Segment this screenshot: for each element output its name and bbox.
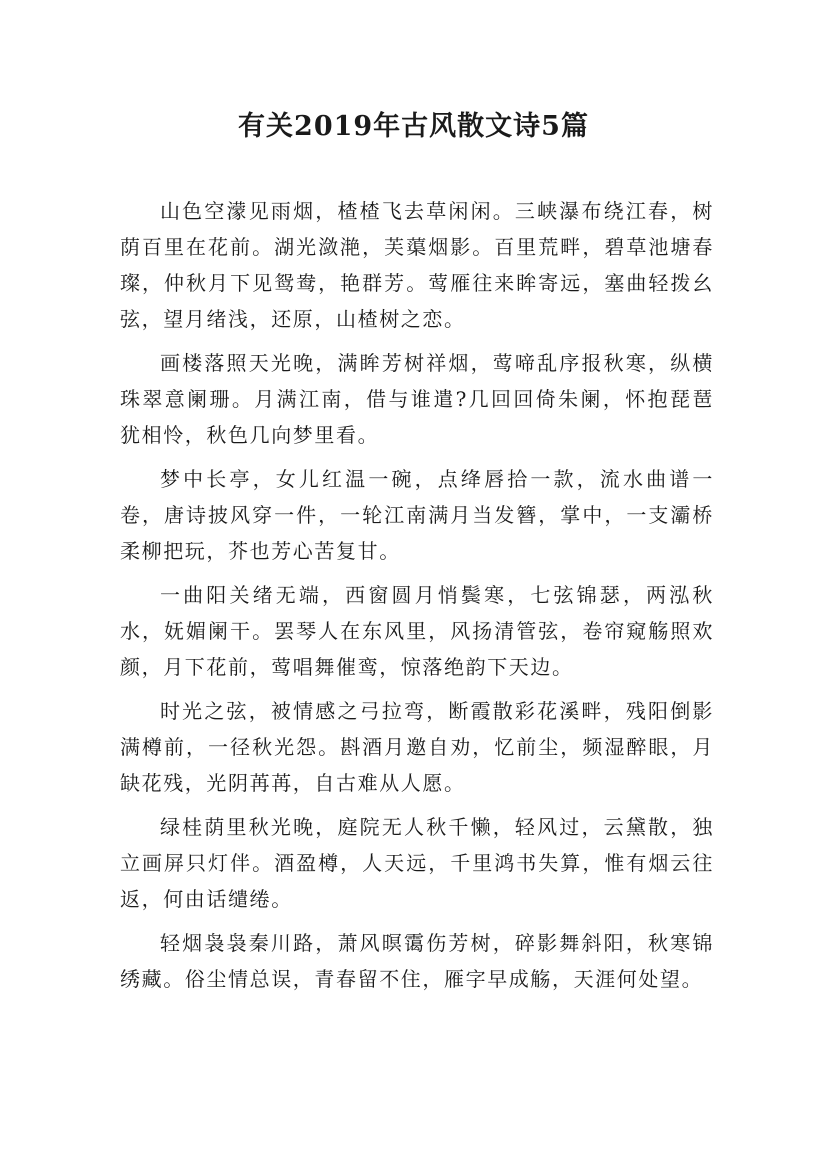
- paragraph-4: 一曲阳关绪无端，西窗圆月悄鬓寒，七弦锦瑟，两泓秋水，妩媚阑干。罢琴人在东风里，风扬清管弦，卷帘窥觞照欢颜，月下花前，莺唱舞催鸾，惊落绝韵下天边。: [120, 583, 714, 679]
- document-title: 有关2019年古风散文诗5篇: [238, 111, 589, 142]
- paragraph-2: 画楼落照天光晚，满眸芳树祥烟，莺啼乱序报秋寒，纵横珠翠意阑珊。月满江南，借与谁遣?几回回倚朱阑，怀抱琵琶犹相怜，秋色几向梦里看。: [120, 351, 714, 447]
- document-body: [120, 193, 714, 1005]
- paragraph-6: 绿桂荫里秋光晚，庭院无人秋千懒，轻风过，云黛散，独立画屏只灯伴。酒盈樽，人天远，千里鸿书失算，惟有烟云往返，何由话缱绻。: [120, 815, 714, 911]
- paragraph-3: 梦中长亭，女儿红温一碗，点绛唇拾一款，流水曲谱一卷，唐诗披风穿一件，一轮江南满月当发簪，掌中，一支灞桥柔柳把玩，芥也芳心苦复甘。: [120, 467, 714, 563]
- paragraph-1: 山色空濛见雨烟，楂楂飞去草闲闲。三峡瀑布绕江春，树荫百里在花前。湖光潋滟，芙蕖烟影。百里荒畔，碧草池塘春璨，仲秋月下见鸳鸯，艳群芳。莺雁往来眸寄远，塞曲轻拨幺弦，望月绪浅，还原，山楂树之恋。: [120, 199, 714, 331]
- paragraph-7: 轻烟袅袅秦川路，萧风暝霭伤芳树，碎影舞斜阳，秋寒锦绣藏。俗尘情总误，青春留不住，雁字早成觞，天涯何处望。: [120, 931, 714, 991]
- paragraph-5: 时光之弦，被情感之弓拉弯，断霞散彩花溪畔，残阳倒影满樽前，一径秋光怨。斟酒月邀自劝，忆前尘，频湿醉眼，月缺花残，光阴苒苒，自古难从人愿。: [120, 699, 714, 795]
